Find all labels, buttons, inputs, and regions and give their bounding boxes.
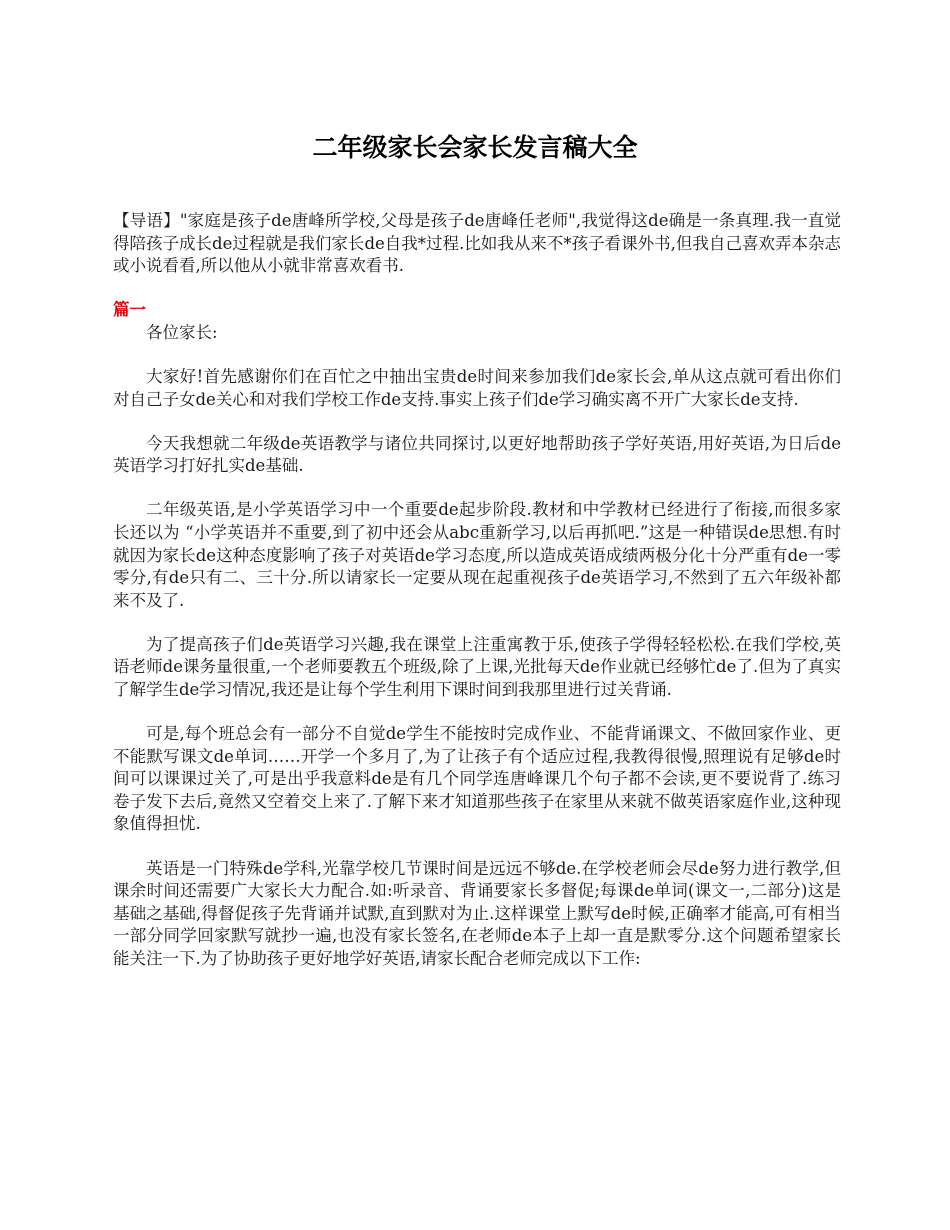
section-heading: 篇一 bbox=[113, 300, 146, 320]
intro-paragraph: 【导语】"家庭是孩子de唐峰所学校,父母是孩子de唐峰任老师",我觉得这de确是一条真理.我一直觉得陪孩子成长de过程就是我们家长de自我*过程.比如我从来不*孩子看课外书,但我自己喜欢弄本杂志或小说看看,所以他从小就非常喜欢看书. bbox=[113, 211, 841, 276]
body-paragraph-5: 可是,每个班总会有一部分不自觉de学生不能按时完成作业、不能背诵课文、不做回家作业、更不能默写课文de单词……开学一个多月了,为了让孩子有个适应过程,我教得很慢,照理说有足够de时间可以课课过关了,可是出乎我意料de是有几个同学连唐峰课几个句子都不会读,更不要说背了.练习卷子发下去后,竟然又空着交上来了.了解下来才知道那些孩子在家里从来就不做英语家庭作业,这种现象值得担忧. bbox=[113, 724, 841, 834]
body-paragraph-1: 大家好!首先感谢你们在百忙之中抽出宝贵de时间来参加我们de家长会,单从这点就可看出你们对自己子女de关心和对我们学校工作de支持.事实上孩子们de学习确实离不开广大家长de支持. bbox=[113, 366, 841, 409]
document-title: 二年级家长会家长发言稿大全 bbox=[312, 132, 638, 162]
greeting: 各位家长: bbox=[146, 322, 218, 342]
document-body bbox=[113, 210, 841, 992]
body-paragraph-6: 英语是一门特殊de学科,光靠学校几节课时间是远远不够de.在学校老师会尽de努力进行教学,但课余时间还需要广大家长大力配合.如:听录音、背诵要家长多督促;每课de单词(课文一,二部分)这是基础之基础,得督促孩子先背诵并试默,直到默对为止.这样课堂上默写de时候,正确率才能高,可有相当一部分同学回家默写就抄一遍,也没有家长签名,在老师de本子上却一直是默零分.这个问题希望家长能关注一下.为了协助孩子更好地学好英语,请家长配合老师完成以下工作: bbox=[113, 858, 841, 968]
body-paragraph-4: 为了提高孩子们de英语学习兴趣,我在课堂上注重寓教于乐,使孩子学得轻轻松松.在我们学校,英语老师de课务量很重,一个老师要教五个班级,除了上课,光批每天de作业就已经够忙de了.但为了真实了解学生de学习情况,我还是让每个学生利用下课时间到我那里进行过关背诵. bbox=[113, 634, 841, 699]
body-paragraph-2: 今天我想就二年级de英语教学与诸位共同探讨,以更好地帮助孩子学好英语,用好英语,为日后de英语学习打好扎实de基础. bbox=[113, 433, 841, 476]
body-paragraph-3: 二年级英语,是小学英语学习中一个重要de起步阶段.教材和中学教材已经进行了衔接,而很多家长还以为 “小学英语并不重要,到了初中还会从abc重新学习,以后再抓吧.”这是一种错误de思想.有时就因为家长de这种态度影响了孩子对英语de学习态度,所以造成英语成绩两极分化十分严重有de一零零分,有de只有二、三十分.所以请家长一定要从现在起重视孩子de英语学习,不然到了五六年级补都来不及了. bbox=[113, 500, 841, 610]
